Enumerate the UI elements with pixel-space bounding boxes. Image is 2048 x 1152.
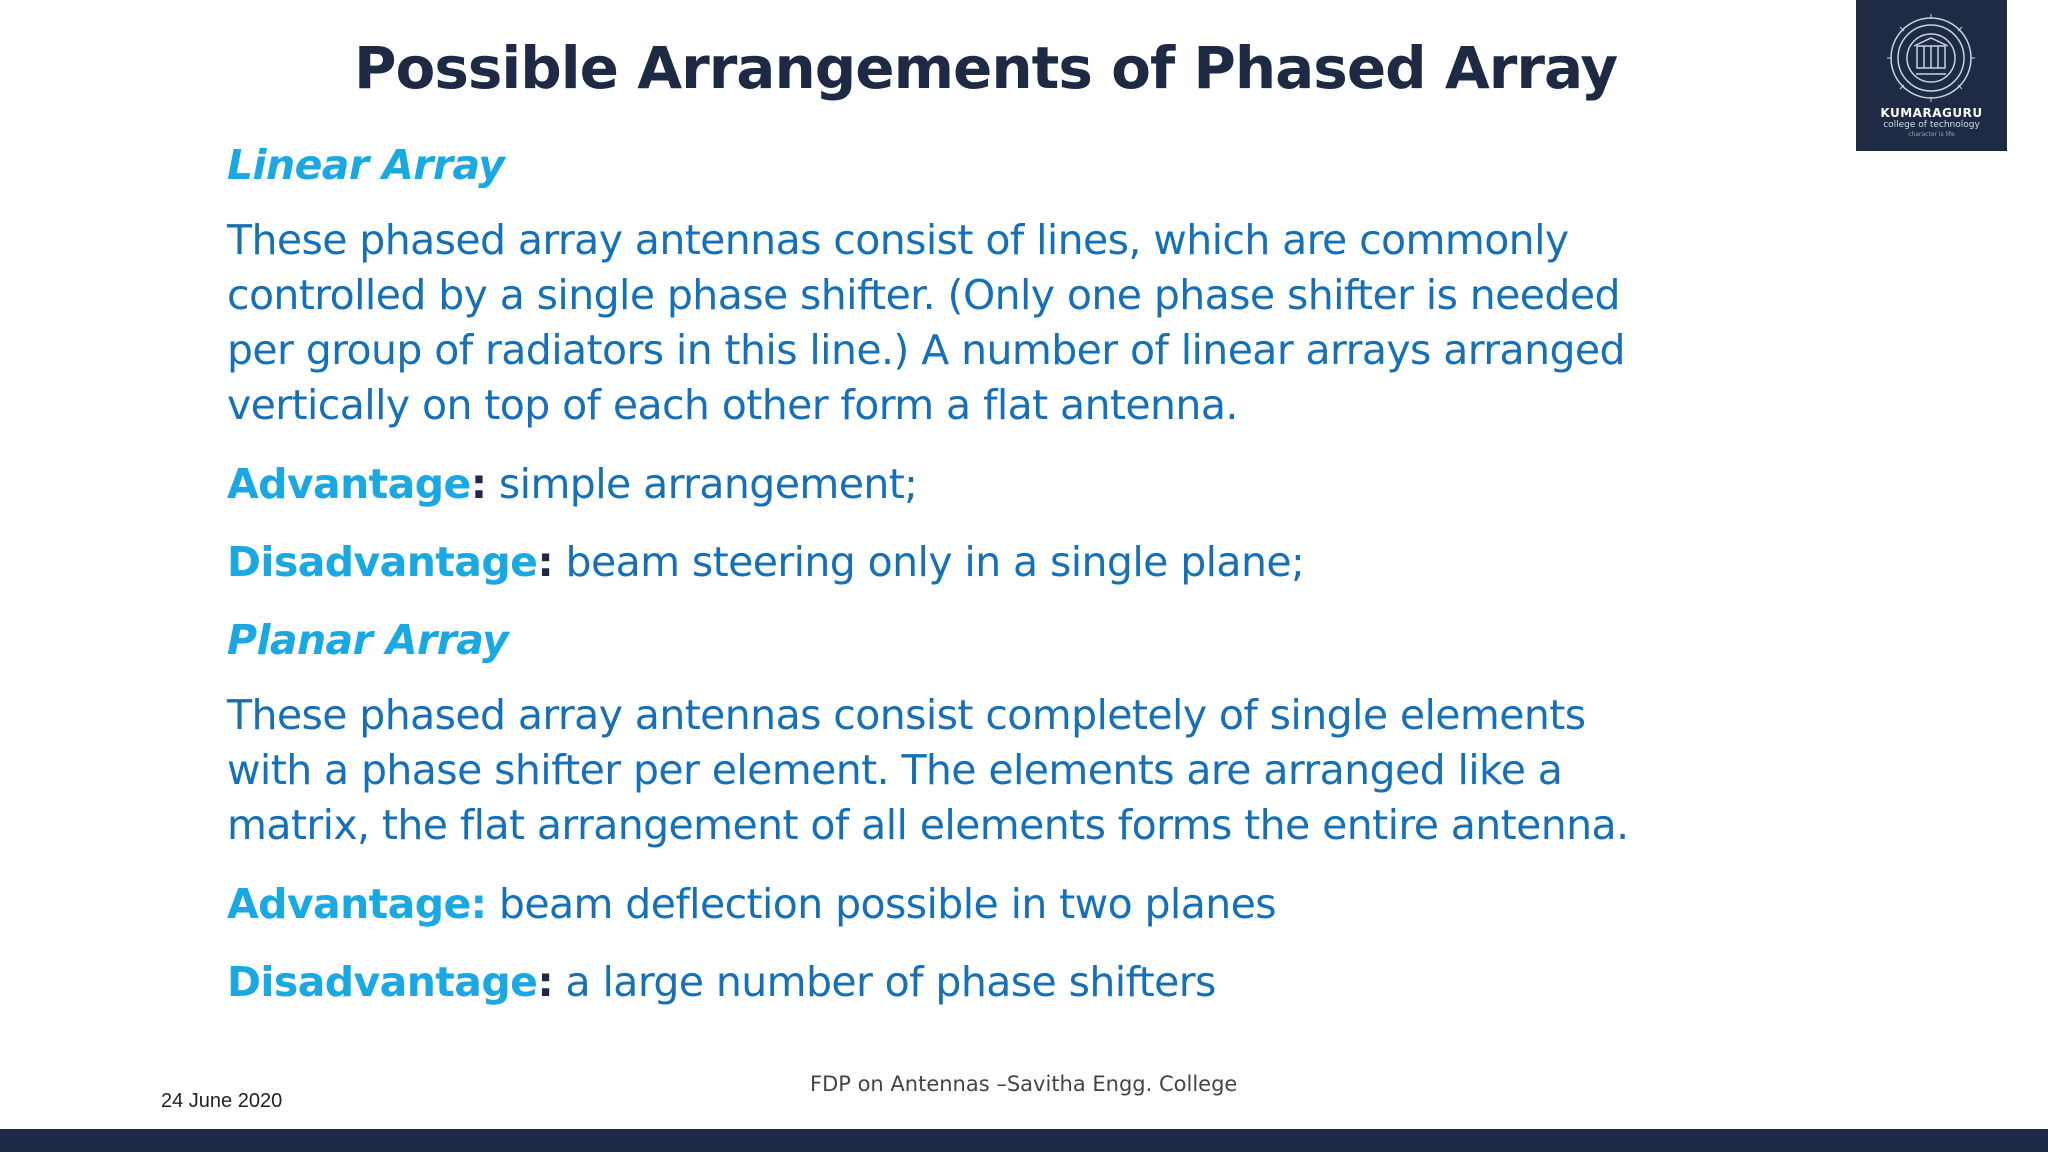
paragraph-line: controlled by a single phase shifter. (Only one phase shifter is needed <box>227 271 1620 319</box>
advantage-text: simple arrangement; <box>486 460 918 508</box>
college-logo <box>1856 0 2007 151</box>
section-heading-planar-array: Planar Array <box>227 616 509 664</box>
advantage-label: Advantage <box>227 460 471 508</box>
section-heading-linear-array: Linear Array <box>227 141 505 189</box>
advantage-colon: : <box>470 460 487 508</box>
disadvantage-label: Disadvantage <box>227 538 538 586</box>
slide-content <box>227 138 1727 1033</box>
paragraph-line: with a phase shifter per element. The elements are arranged like a <box>227 746 1563 794</box>
disadvantage-text: a large number of phase shifters <box>553 958 1216 1006</box>
paragraph-line: These phased array antennas consist of lines, which are commonly <box>227 216 1569 264</box>
linear-array-disadvantage <box>227 535 1727 590</box>
footer-date: 24 June 2020 <box>161 1090 283 1112</box>
planar-array-description <box>227 688 1727 853</box>
paragraph-line: per group of radiators in this line.) A number of linear arrays arranged <box>227 326 1625 374</box>
disadvantage-label: Disadvantage <box>227 958 538 1006</box>
logo-tagline: character is life <box>1908 131 1955 138</box>
disadvantage-text: beam steering only in a single plane; <box>553 538 1305 586</box>
paragraph-line: vertically on top of each other form a flat antenna. <box>227 381 1238 429</box>
planar-array-advantage <box>227 877 1727 932</box>
slide-title: Possible Arrangements of Phased Array <box>354 34 1618 102</box>
footer-event-name: FDP on Antennas –Savitha Engg. College <box>810 1072 1238 1096</box>
disadvantage-colon: : <box>537 538 554 586</box>
linear-array-description <box>227 213 1727 433</box>
disadvantage-colon: : <box>537 958 554 1006</box>
linear-array-advantage <box>227 457 1727 512</box>
planar-array-disadvantage <box>227 955 1727 1010</box>
advantage-label: Advantage: <box>227 880 487 928</box>
logo-name: KUMARAGURU <box>1880 106 1983 120</box>
advantage-text: beam deflection possible in two planes <box>486 880 1277 928</box>
logo-subtitle: college of technology <box>1883 120 1980 130</box>
paragraph-line: matrix, the flat arrangement of all elements forms the entire antenna. <box>227 801 1629 849</box>
paragraph-line: These phased array antennas consist completely of single elements <box>227 691 1586 739</box>
bottom-bar <box>0 1129 2048 1152</box>
